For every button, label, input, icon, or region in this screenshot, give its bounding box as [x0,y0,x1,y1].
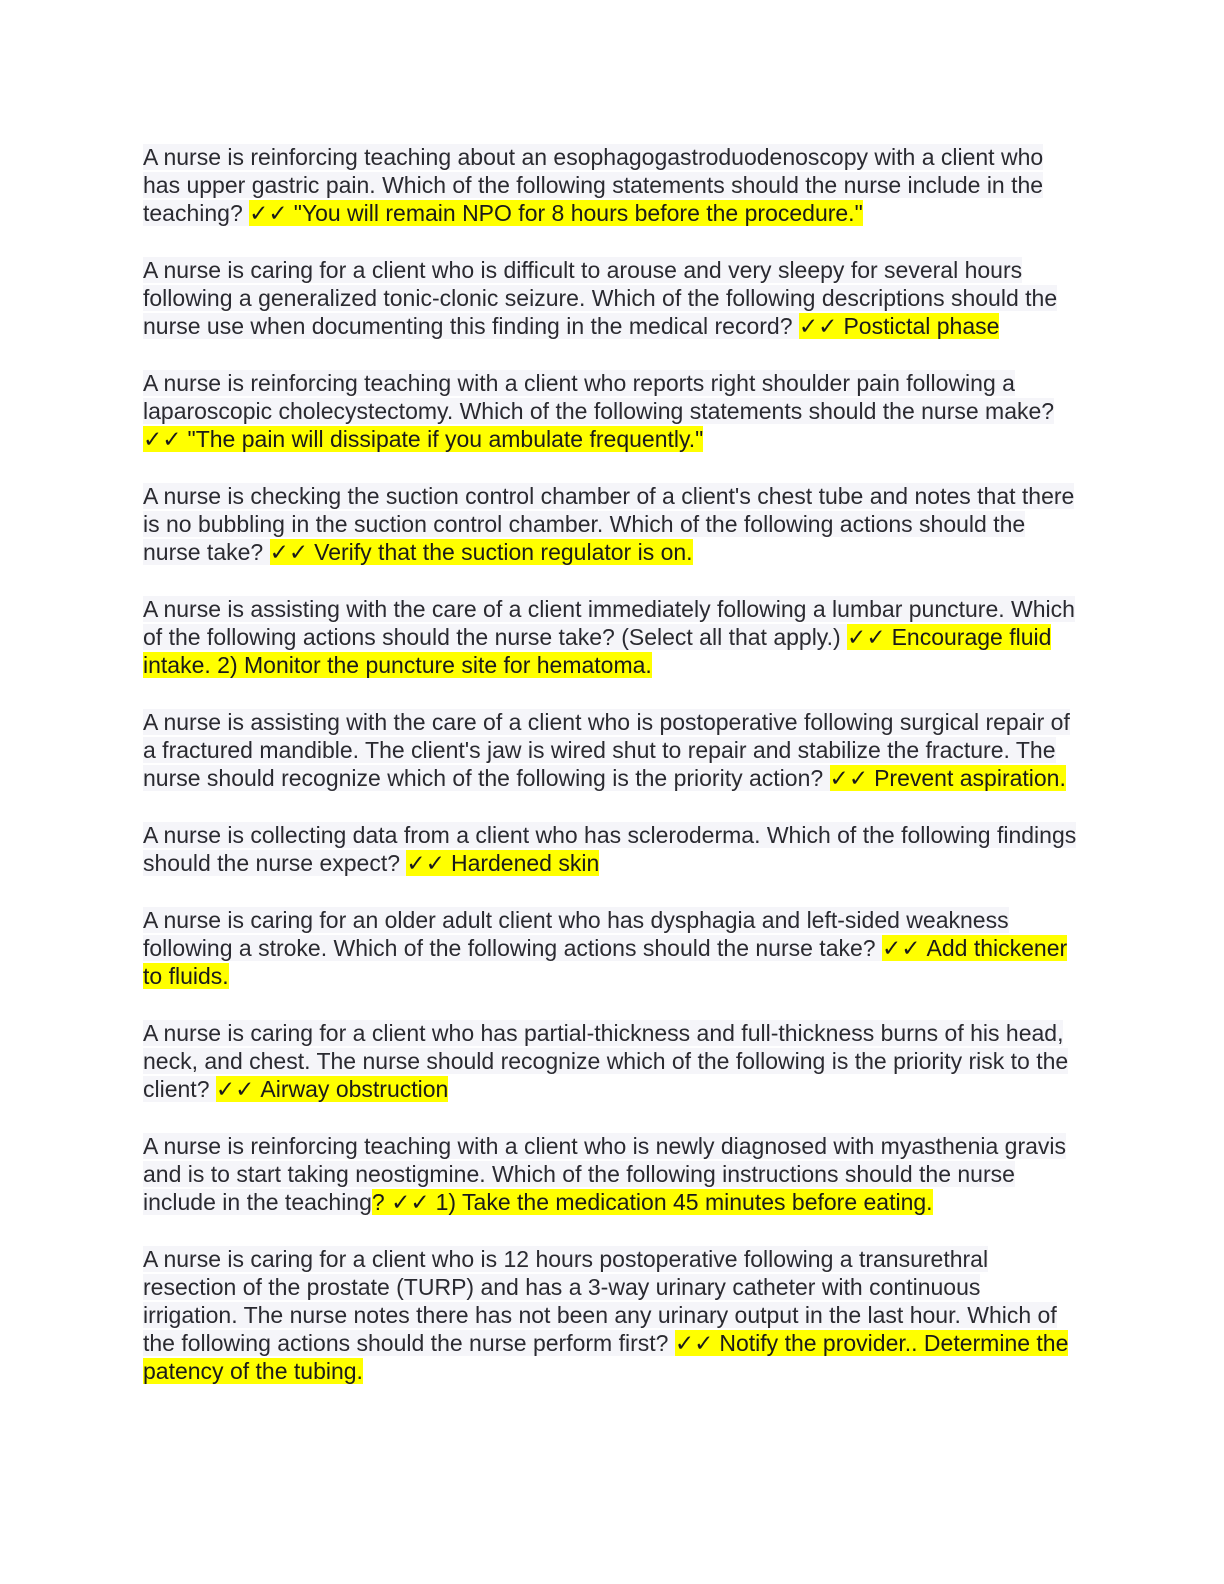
question-text: A nurse is caring for an older adult client who has dysphagia and left-sided weakness following a stroke. Which of the following actions should the nurse take? [143,907,1009,961]
qa-item-11 [143,1245,1078,1385]
answer-highlight [372,1189,933,1215]
check-mark-icon: ✓✓ [143,426,182,452]
answer-highlight [406,850,599,876]
answer-text: Notify the provider.. Determine the patency of the tubing. [143,1330,1069,1384]
question-text: A nurse is collecting data from a client who has scleroderma. Which of the following findings should the nurse expect? [143,822,1077,876]
answer-text: Add thickener to fluids. [143,935,1068,989]
check-mark-icon: ✓✓ [269,539,309,565]
answer-highlight [249,200,863,226]
qa-item-9 [143,1019,1078,1103]
check-mark-icon: ✓✓ [215,1076,255,1102]
check-mark-icon: ✓✓ [391,1189,430,1215]
question-text: A nurse is reinforcing teaching with a client who reports right shoulder pain following a laparoscopic cholecystectomy. Which of the following statements should the nurse make? [143,370,1055,424]
check-mark-icon: ✓✓ [674,1330,714,1356]
answer-text: "You will remain NPO for 8 hours before the procedure." [293,200,863,226]
qa-item-3 [143,369,1078,453]
qa-item-6 [143,708,1078,792]
answer-text: Airway obstruction [260,1076,449,1102]
answer-text: Prevent aspiration. [874,765,1066,791]
answer-text: Encourage fluid intake. 2) Monitor the puncture site for hematoma. [143,624,1052,678]
qa-item-4 [143,482,1078,566]
check-mark-icon: ✓✓ [881,935,921,961]
question-text: A nurse is reinforcing teaching with a client who is newly diagnosed with myasthenia gravis and is to start taking neostigmine. Which of the following instructions should the nurse include in the teaching [143,1133,1067,1215]
qa-item-10 [143,1132,1078,1216]
answer-text: Postictal phase [843,313,1000,339]
question-text: A nurse is reinforcing teaching about an esophagogastroduodenoscopy with a client who has upper gastric pain. Which of the following statements should the nurse include in the teaching? [143,144,1044,226]
qa-item-2 [143,256,1078,340]
check-mark-icon: ✓✓ [249,200,288,226]
check-mark-icon: ✓✓ [829,765,869,791]
answer-text: 1) Take the medication 45 minutes before eating. [435,1189,933,1215]
answer-highlight [270,539,693,565]
check-mark-icon: ✓✓ [798,313,838,339]
question-list [143,143,1078,1414]
answer-text: Verify that the suction regulator is on. [314,539,693,565]
answer-highlight [799,313,1000,339]
qa-item-8 [143,906,1078,990]
question-text: A nurse is caring for a client who is 12 hours postoperative following a transurethral resection of the prostate (TURP) and has a 3-way urinary catheter with continuous irrigation. The nurse notes there has not been any urinary output in the last hour. Which of the following actions should the nurse perform first? [143,1246,1057,1356]
answer-highlight [143,426,703,452]
answer-highlight [216,1076,448,1102]
check-mark-icon: ✓✓ [406,850,445,876]
question-text: A nurse is checking the suction control chamber of a client's chest tube and notes that there is no bubbling in the suction control chamber. Which of the following actions should the nurse take? [143,483,1075,565]
answer-prefix: ? [371,1189,392,1215]
check-mark-icon: ✓✓ [847,624,886,650]
answer-highlight [830,765,1066,791]
qa-item-7 [143,821,1078,877]
answer-text: "The pain will dissipate if you ambulate frequently." [187,426,704,452]
qa-item-1 [143,143,1078,227]
question-text: A nurse is assisting with the care of a client immediately following a lumbar puncture. Which of the following actions should the nurse take? (Select all that apply.) [143,596,1075,650]
answer-text: Hardened skin [450,850,600,876]
qa-item-5 [143,595,1078,679]
question-text: A nurse is caring for a client who has partial-thickness and full-thickness burns of his head, neck, and chest. The nurse should recognize which of the following is the priority risk to the client? [143,1020,1069,1102]
question-text: A nurse is assisting with the care of a client who is postoperative following surgical repair of a fractured mandible. The client's jaw is wired shut to repair and stabilize the fracture. The nurse should recognize which of the following is the priority action? [143,709,1070,791]
question-text: A nurse is caring for a client who is difficult to arouse and very sleepy for several hours following a generalized tonic-clonic seizure. Which of the following descriptions should the nurse use when documenting this finding in the medical record? [143,257,1058,339]
